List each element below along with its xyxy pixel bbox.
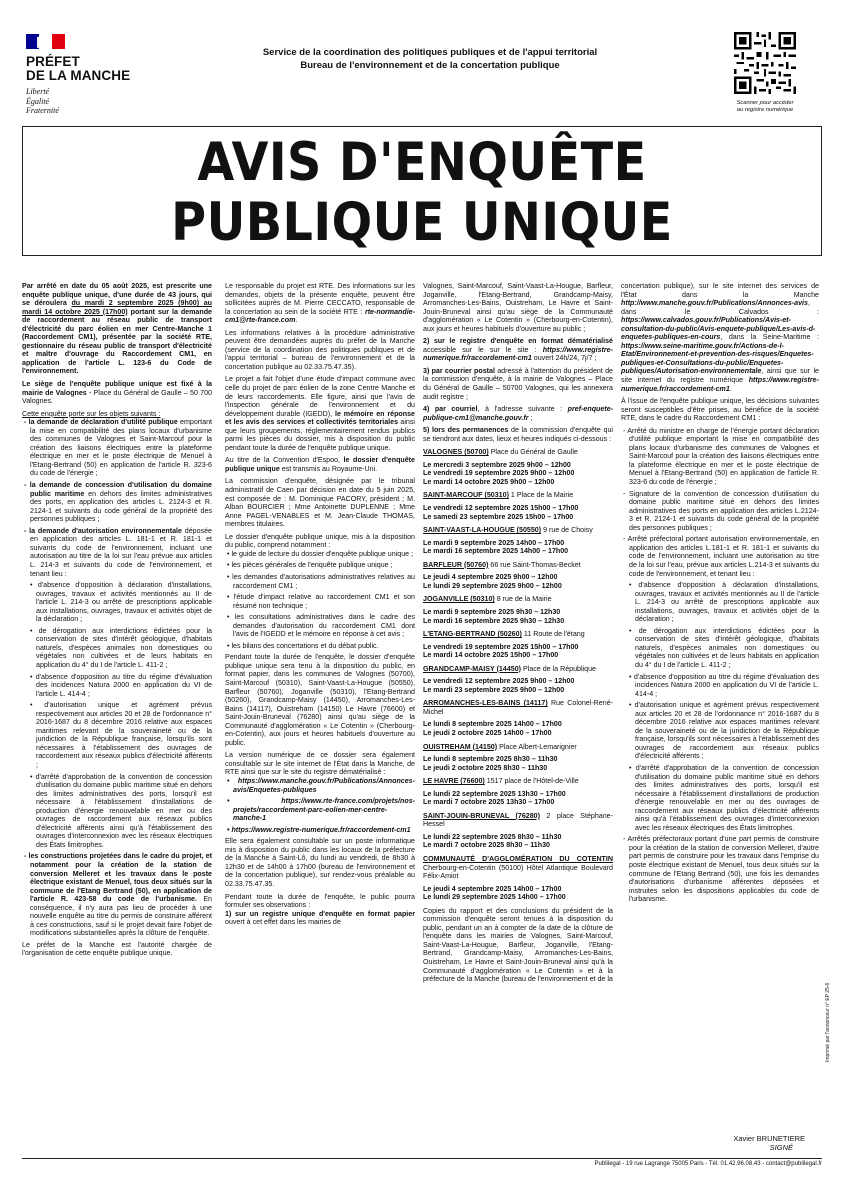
motto-liberte: Liberté — [26, 87, 50, 96]
decision-3-sub-4: • d'autorisation unique et agrément prévus respectivement aux articles 20 et 28 de l'ordonnance n° 2016-1687 du 8 décembre 2016 relative aux espaces maritimes relevant de la souveraineté ou de la juridiction de la République française, lorsqu'ils sont nécessaires à l'établissement des ouvrages de raccordement aux réseaux publics d'électricité afférents ; — [629, 701, 819, 761]
object-1-rest: emportant la mise en compatibilité des plans locaux d'urbanisme des communes de Valognes et Saint-Marcouf pour la création des liaisons électriques entre la plateforme électrique en mer et le poste électrique de Menuel à l'Etang-Bertrand (50) en application de l'article R. 323-6 du code de l'énergie ; — [30, 418, 212, 478]
permanence-slot: Le mardi 9 septembre 2025 9h30 – 12h30 — [423, 607, 561, 616]
object-2-rest: en dehors des limites administratives des ports, en application des articles L. 2124-3 et R. 2124-1 et suivants du code général de la propriété des personnes publiques ; — [30, 489, 212, 524]
dossier-item: • les pièces générales de l'enquête publique unique ; — [227, 561, 393, 570]
permanence-slot: Le vendredi 12 septembre 2025 15h00 – 17h00 — [423, 504, 579, 513]
intro-paragraph — [22, 282, 212, 376]
decision-2: - Signature de la convention de concession d'utilisation du domaine public maritime situé en dehors des limites administratives des ports en application des articles L.2124-3 et R. 2124-1 et suivants du code général de la propriété des personnes publiques ; — [623, 489, 819, 532]
manche-annonces-link[interactable]: http://www.manche.gouv.fr/Publications/Annonces-avis — [621, 299, 808, 308]
prefecture-email-link[interactable]: pref-enquete-publique-cm1@manche.gouv.fr — [423, 405, 613, 422]
dossier-item: • les consultations administratives dans le cadre des demandes d'autorisation du raccordement CM1 dont l'avis de l'IGEDD et le mémoire en réponse à cet avis ; — [227, 613, 415, 639]
observation-4 — [423, 405, 613, 422]
permanence-place: LE HAVRE (76600) — [423, 777, 485, 786]
permanence-slot: Le samedi 23 septembre 2025 15h00 – 17h00 — [423, 512, 574, 521]
permanence-slot: Le lundi 29 septembre 2025 14h00 – 17h00 — [423, 893, 566, 902]
permanence-address: Place de la République — [521, 664, 596, 673]
permanence-slot: Le vendredi 19 septembre 2025 15h00 – 17h00 — [423, 642, 579, 651]
permanence-address: 9 rue de Choisy — [541, 526, 593, 535]
permanence-slot: Le mardi 14 octobre 2025 9h00 – 12h00 — [423, 477, 555, 486]
vertical-print-mention: Imprimé par l'annonceur n° EP 25-6 — [825, 982, 831, 1062]
permanence-address: 11 Route de l'étang — [521, 630, 585, 639]
object-3-sub-4: • d'autorisation unique et agrément prévus respectivement aux articles 20 et 28 de l'ordonnance n° 2016-1687 du 8 décembre 2016 relative aux espaces maritimes relevant de la souveraineté ou de la juridiction de la République française, lorsqu'ils sont nécessaires à l'établissement des ouvrages de raccordement aux réseaux publics d'électricité afférents ; — [30, 701, 212, 769]
object-3-sub-2: • de dérogation aux interdictions édictées pour la conservation de sites d'intérêt géologique, d'habitats naturels, d'espèces animales non domestiques ou végétales non cultivées et de leurs habitats en application du 4° du I de l'article L. 411-2 ; — [30, 626, 212, 669]
signatory-name: Xavier BRUNETIERE — [733, 1134, 805, 1143]
permanence-place: COMMUNAUTÉ D'AGGLOMÉRATION DU COTENTIN — [423, 854, 613, 863]
observation-3-rest: adressé à l'attention du président de la commission d'enquête, à la mairie de Valognes – Place du Général de Gaulle – 50700 Valognes, qui les annexera audit registre ; — [423, 366, 613, 401]
siege-paragraph — [22, 380, 212, 406]
observation-4-bold: 4) par courriel — [423, 405, 478, 414]
permanence-place: BARFLEUR (50760) — [423, 560, 489, 569]
observation-1-rest: ouvert à cet effet dans les mairies de — [225, 918, 341, 927]
registre-link-2[interactable]: https://www.registre-numerique.fr/raccordement-cm1 — [621, 376, 819, 393]
permanence-slot: Le vendredi 19 septembre 2025 9h00 – 12h00 — [423, 469, 575, 478]
column-1 — [22, 282, 212, 962]
observation-5-rest: de la commission d'enquête qui se tiendront aux dates, lieux et heures indiqués ci-dessous : — [423, 426, 613, 443]
impact-study-paragraph — [225, 375, 415, 452]
paper-dossier-paragraph: Pendant toute la durée de l'enquête, le dossier d'enquête publique unique sera tenu à la disposition du public, en format papier, dans les communes de Valognes (50700), Saint-Marcouf (50310), Saint-Vaast-La-Hougue (50550), Barfleur (50760), Joganville (50310), l'Etang-Bertrand (50260), Grandcamp-Maisy (14450), Arromanches-Les-Bains (14117), Ouistreham (14150) Le Havre (76600) et Saint-Jouin-Bruneval (76280) ainsi qu'au siège de la Communauté d'agglomération « Le Cotentin » (Cherbourg-en-Cotentin), aux jours et heures habituels d'ouverture au public. — [225, 653, 415, 747]
responsable-paragraph — [225, 282, 415, 325]
responsable-end: . — [295, 316, 298, 325]
siege-bold: Le siège de l'enquête publique unique est fixé à la mairie de Valognes — [22, 380, 212, 397]
permanence-slot: Le mardi 16 septembre 2025 14h00 – 17h00 — [423, 547, 569, 556]
permanence-location — [423, 665, 613, 674]
permanence-slot: Le lundi 22 septembre 2025 13h30 – 17h00 — [423, 789, 566, 798]
footer-publisher: Publilegal - 19 rue Lagrange 75005 Paris - Tél. 01.42.96.08.43 - contact@publilegal.fr — [594, 1161, 822, 1167]
observation-3 — [423, 367, 613, 401]
permanence-slot: Le mardi 16 septembre 2025 9h30 – 12h30 — [423, 616, 565, 625]
permanence-slot: Le mardi 14 octobre 2025 15h00 – 17h00 — [423, 651, 559, 660]
permanence-slot: Le jeudi 2 octobre 2025 14h00 – 17h00 — [423, 728, 552, 737]
decisions-intro: À l'issue de l'enquête publique unique, les décisions suivantes seront susceptibles d'être prises, au bénéfice de la société RTE, dans le cadre du Raccordement CM1 : — [621, 397, 819, 423]
permanence-location — [423, 491, 613, 500]
object-3-sub-5: • d'arrêté d'approbation de la convention de concession d'utilisation du domaine public maritime situé en dehors des limites administratives des ports, lorsqu'il est nécessaire à l'établissement d'installations de production d'énergie renouvelable en mer ou des ouvrages de raccordement aux réseaux publics d'électricité afférents ainsi qu'à l'établissement des ouvrages d'interconnexion avec les réseaux électriques des États limitrophes. — [30, 772, 212, 849]
permanence-place: ARROMANCHES-LES-BAINS (14117) — [423, 699, 548, 708]
observations-intro: Pendant toute la durée de l'enquête, le public pourra formuler ses observations : — [225, 892, 415, 910]
intro-text-a: Par arrêté en date du 05 août 2025, est prescrite une enquête publique unique, d'une durée de 43 jours, qui se déroulera — [22, 282, 212, 308]
intro-dates: du mardi 2 septembre 2025 (9h00) au mardi 14 octobre 2025 (17h00) — [22, 299, 212, 316]
decision-4: - Arrêtés préfectoraux portant d'une part permis de construire pour la création de la station de conversion Melleret, d'autre part permis de construire pour les travaux dans l'emprise du poste électrique existant de Menuel, tous deux situés sur la commune de l'Etang Bertrand (50), une fois les demandes d'autorisations d'urbanisme afférentes déposées et instruites selon les dispositions applicables du code de l'urbanisme. — [623, 835, 819, 904]
permanence-place: SAINT-VAAST-LA-HOUGUE (50550) — [423, 526, 542, 535]
permanence-slot: Le lundi 8 septembre 2025 8h30 – 11h30 — [423, 755, 558, 764]
dossier-item: • les bilans des concertations et du débat public. — [227, 641, 379, 650]
permanence-place: SAINT-JOUIN-BRUNEVAL (76280) — [423, 811, 540, 820]
object-4-bold: - les constructions projetées dans le cadre du projet, et notamment pour la création de la station de conversion Melleret et les travaux dans le poste électrique existant de Menuel, tous deux situés sur la commune de l'Etang Bertrand (50), en application de l'article R. 423-58 du code de l'urbanisme. — [24, 852, 212, 904]
permanence-slot: Le mardi 23 septembre 2025 9h00 – 12h00 — [423, 685, 565, 694]
impact-text-a: Le projet a fait l'objet d'une étude d'impact commune avec celle du projet de parc éolien de la zone Centre Manche et de leurs raccordements. Elle figure, ainsi que l'avis de l'inspection générale de l'environnement et du développement durable (IGEDD), — [225, 375, 415, 418]
qr-code-icon[interactable] — [734, 32, 796, 94]
report-sites-paragraph — [621, 282, 819, 393]
procedure-info: Les informations relatives à la procédure administrative peuvent être demandées auprès du préfet de la Manche (service de la coordination des politiques publiques et de l'appui territorial – bureau de l'environnement et de la concertation publique au 02.33.75.47.35). — [225, 328, 415, 371]
sites-text-a: concertation publique), sur le site internet des services de l'État dans la Manche — [621, 282, 819, 299]
object-4-rest: En conséquence, il n'y aura pas lieu de procéder à une nouvelle enquête au titre du permis de construire afférent à ces constructions, sauf si le projet devait faire l'objet de modifications substantielles après la clôture de l'enquête. — [30, 895, 212, 938]
decision-3-sub-2: • de dérogation aux interdictions édictées pour la conservation de sites d'intérêt géologique, d'habitats naturels, d'espèces animales non domestiques ou végétales non cultivées et de leurs habitats en application du 4° du I de l'article L. 411-2 ; — [629, 626, 819, 669]
notice-title — [63, 133, 781, 253]
permanence-location — [423, 855, 613, 881]
title-line-1: AVIS D'ENQUÊTE — [197, 132, 647, 193]
observation-5-bold: 5) lors des permanences — [423, 426, 509, 435]
permanence-location — [423, 595, 613, 604]
sites-text-b: , dans le Calvados : — [621, 299, 819, 316]
permanence-slot: Le mercredi 3 septembre 2025 9h00 – 12h00 — [423, 460, 571, 469]
object-3-sub-1: • d'absence d'opposition à déclaration d'installations, ouvrages, travaux et activités mentionnés au II de l'article L. 214-3 ou arrêté de prescriptions applicable aux installations, ouvrages, travaux et activités objet de la déclaration ; — [30, 581, 212, 624]
observation-4-text-b: ; — [528, 413, 533, 422]
permanence-address: 8 rue de la Mairie — [494, 595, 552, 604]
prefecture-name — [26, 55, 130, 83]
permanence-slot: Le mardi 9 septembre 2025 14h00 – 17h00 — [423, 538, 565, 547]
service-header — [160, 46, 700, 72]
qr-caption-line-2: au registre numérique — [736, 107, 794, 113]
rte-project-link[interactable]: • https://www.rte-france.com/projets/nos-projets/raccordement-parc-eolien-mer-centre-manche-1 — [227, 797, 415, 823]
permanence-location — [423, 743, 613, 752]
permanences-list — [423, 448, 613, 901]
permanence-place: VALOGNES (50700) — [423, 448, 489, 457]
permanence-place: OUISTREHAM (14150) — [423, 742, 498, 751]
observation-4-text-a: , à l'adresse suivante : — [477, 405, 568, 414]
observation-3-bold: 3) par courrier postal — [423, 366, 495, 375]
report-availability: Copies du rapport et des conclusions du président de la commission d'enquête seront tenues à la disposition du public, pendant un an à compter de la date de la clôture de l'enquête dans les mairies de Valognes, Saint-Marcouf, Saint-Vaast-La-Hougue, Barfleur, Joganville, l'Etang-Bertrand, Grandcamp-Maisy, Arromanches-Les-Bains, Ouistreham, Le Havre et Saint-Jouin-Bruneval ainsi qu'à la Communauté d'agglomération « Le Cotentin » et à la préfecture de la Manche (bureau de l'environnement et de la — [423, 906, 613, 984]
motto-egalite: Égalité — [26, 96, 50, 106]
digital-dossier-paragraph: La version numérique de ce dossier sera également consultable sur le site internet de l'État dans la Manche, de RTE ainsi que sur le site du registre dématérialisé : — [225, 751, 415, 777]
prefet-authority: Le préfet de la Manche est l'autorité chargée de l'organisation de cette enquête publique unique. — [22, 940, 212, 958]
permanence-slot: Le vendredi 12 septembre 2025 9h00 – 12h00 — [423, 677, 575, 686]
decision-3-sub-1: • d'absence d'opposition à déclaration d'installations, ouvrages, travaux et activités mentionnés au II de l'article L. 214-3 ou arrêté de prescriptions applicable aux installations, ouvrages, travaux et activités objet de la déclaration ; — [629, 581, 819, 624]
permanence-address: 1517 place de l'Hôtel-de-Ville — [484, 777, 579, 786]
permanence-location — [423, 699, 613, 716]
signature-block — [621, 1134, 819, 1152]
decision-3-sub-5: • d'arrêté d'approbation de la convention de concession d'utilisation du domaine public maritime situé en dehors des limites administratives des ports, lorsqu'il est nécessaire à l'établissement d'installations de production d'énergie renouvelable en mer ou des ouvrages de raccordement aux réseaux publics d'électricité afférents ainsi qu'à l'établissement des ouvrages d'interconnexion avec les réseaux électriques des États limitrophes. — [629, 763, 819, 832]
marianne-flag-icon — [26, 34, 65, 49]
footer — [22, 1158, 822, 1167]
prefecture-line-1: PRÉFET — [26, 54, 80, 69]
permanence-location — [423, 630, 613, 639]
permanence-slot: Le lundi 29 septembre 2025 9h00 – 12h00 — [423, 581, 562, 590]
observation-2 — [423, 337, 613, 363]
observation-2-text-b: ouvert 24h/24, 7j/7 ; — [531, 354, 597, 363]
permanence-place: SAINT-MARCOUF (50310) — [423, 491, 509, 500]
qr-caption-line-1: Scanner pour accéder — [736, 100, 794, 106]
decision-1: - Arrêté du ministre en charge de l'énergie portant déclaration d'utilité publique emportant la mise en compatibilité des plans locaux d'urbanisme des communes de Valognes et Saint-Marcouf pour la création des liaisons électriques entre la plateforme électrique en mer et le poste électrique de Menuel à l'Etang-Bertrand (50) en application de l'article R. 323-6 du code de l'énergie ; — [623, 426, 819, 487]
permanence-location — [423, 561, 613, 570]
sites-text-e: . — [729, 384, 732, 393]
dossier-intro: Le dossier d'enquête publique unique, mis à la disposition du public, comprend notamment : — [225, 532, 415, 550]
calvados-link[interactable]: https://www.calvados.gouv.fr/Publications/Avis-et-consultation-du-public/Avis-enquete-publique/Les-avis-d-enquetes-publiques-en-cours — [621, 316, 816, 342]
permanence-address: 1 Place de la Mairie — [508, 491, 574, 500]
permanence-address: Cherbourg-en-Cotentin (50100) Hôtel Atlantique Boulevard Félix-Amiot — [423, 863, 613, 881]
object-2-bold: - la demande de concession d'utilisation du domaine public maritime — [24, 481, 212, 498]
column-2 — [225, 282, 415, 931]
object-1 — [22, 418, 212, 478]
service-line-1: Service de la coordination des politiques publiques et de l'appui territorial — [262, 47, 598, 58]
object-3 — [22, 527, 212, 578]
dossier-item: • l'étude d'impact relative au raccordement CM1 et son résumé non technique ; — [227, 593, 415, 610]
registre-numerique-link[interactable]: • https://www.registre-numerique.fr/raccordement-cm1 — [227, 825, 411, 834]
permanence-address: Place Albert-Lemarignier — [497, 742, 577, 751]
permanence-slot: Le mardi 7 octobre 2025 8h30 – 11h30 — [423, 841, 550, 850]
permanence-slot: Le mardi 7 octobre 2025 13h30 – 17h00 — [423, 798, 555, 807]
permanence-location — [423, 812, 613, 829]
permanence-address: 66 rue Saint-Thomas-Becket — [488, 560, 581, 569]
decision-3-sub-3: • d'absence d'opposition au titre du régime d'évaluation des incidences Natura 2000 en application du VI de l'article L. 414-4 ; — [629, 672, 819, 698]
observation-1 — [225, 910, 415, 927]
column-3 — [423, 282, 613, 988]
espoo-paragraph — [225, 456, 415, 473]
observation-5 — [423, 426, 613, 443]
permanence-slot: Le jeudi 4 septembre 2025 14h00 – 17h00 — [423, 884, 562, 893]
service-line-2: Bureau de l'environnement et de la concertation publique — [300, 60, 560, 71]
permanence-place: GRANDCAMP-MAISY (14450) — [423, 664, 522, 673]
permanence-slot: Le lundi 22 septembre 2025 8h30 – 11h30 — [423, 832, 562, 841]
rte-email-link[interactable]: rte-normandie-cm1@rte-france.com — [225, 307, 415, 325]
permanence-place: L'ETANG-BERTRAND (50260) — [423, 630, 522, 639]
permanence-address: Rue Colonel-René-Michel — [423, 699, 613, 716]
seine-maritime-link[interactable]: https://www.seine-maritime.gouv.fr/Actions-de-l-Etat/Environnement-et-prevention-des-risques/Enquetes-publiques-et-Consultations-du-public/Enquetes-publiques/Autorisation-environnementale — [621, 341, 814, 376]
permanence-slot: Le jeudi 2 octobre 2025 8h30 – 11h30 — [423, 763, 548, 772]
observation-2-text-a: accessible sur le sur le site : — [423, 345, 543, 354]
intro-text-b: portant sur la demande de raccordement au réseau public de transport d'électricité du parc éolien en mer Centre-Manche 1 (Raccordement CM1), présentée par la société RTE, gestionnaire du réseau public de transport d'électricité et maître d'ouvrage du Raccordement CM1, en application de l'article L. 123-6 du Code de l'environnement. — [22, 307, 212, 376]
permanence-slot: Le lundi 8 septembre 2025 14h00 – 17h00 — [423, 720, 562, 729]
computer-access-paragraph: Elle sera également consultable sur un poste informatique mis à disposition du public dans les locaux de la préfecture de la Manche à Saint-Lô, du lundi au vendredi, de 8h30 à 12h30 et de 14h00 à 17h00 (bureau de l'environnement et de la concertation publique), sur rendez-vous préalable au 02.33.75.47.35. — [225, 837, 415, 888]
permanence-slot: Le jeudi 4 septembre 2025 9h00 – 12h00 — [423, 573, 558, 582]
object-1-bold: - la demande de déclaration d'utilité publique — [24, 418, 178, 427]
permanence-address: Place du Général de Gaulle — [488, 448, 578, 457]
sites-text-c: , dans la Seine-Maritime : — [720, 333, 819, 342]
object-3-sub-3: • d'absence d'opposition au titre du régime d'évaluation des incidences Natura 2000 en application du VI de l'article L. 414-4 ; — [30, 672, 212, 698]
signed-mention: SIGNÉ — [769, 1143, 793, 1152]
column-4 — [621, 282, 819, 907]
permanence-location — [423, 777, 613, 786]
object-4 — [22, 852, 212, 937]
title-box — [22, 126, 822, 256]
objects-heading: Cette enquête porte sur les objets suivants : — [22, 409, 161, 418]
permanence-place: JOGANVILLE (50310) — [423, 595, 495, 604]
observation-1-bold: 1) sur un registre unique d'enquête en format papier — [225, 909, 415, 918]
object-3-rest: déposée en application des articles L. 181-1 et R. 181-1 et suivants du code de l'environnement, incluant une autorisation au titre de la loi sur l'eau prévue aux articles L. 214-3 et suivants du code de l'environnement, et tenant lieu : — [30, 526, 212, 578]
observation-2-bold: 2) sur le registre d'enquête en format dématérialisé — [423, 337, 613, 346]
dossier-item: • les demandes d'autorisations administratives relatives au raccordement CM1 ; — [227, 572, 415, 590]
permanence-location — [423, 448, 613, 457]
motto-fraternite: Fraternité — [26, 106, 59, 115]
espoo-text-a: Au titre de la Convention d'Espoo, — [225, 456, 344, 465]
registre-link[interactable]: https://www.registre-numerique.fr/raccordement-cm1 — [423, 345, 613, 363]
mairies-list: Valognes, Saint-Marcouf, Saint-Vaast-La-Hougue, Barfleur, Joganville, l'Etang-Bertrand, Grandcamp-Maisy, Arromanches-Les-Bains, Ouistreham, Le Havre et Saint-Jouin-Bruneval ainsi qu'au siège de la Communauté d'agglomération « Le Cotentin » (Cherbourg-en-Cotentin), aux jours et heures habituels d'ouverture au public ; — [423, 282, 613, 333]
impact-text-b: ainsi que leurs groupements, réglementairement rendus publics parmi les pièces du dossier, mis à disposition du public pendant toute la durée de l'enquête publique unique. — [225, 418, 415, 452]
permanence-address: 2 place Stéphane-Hessel — [423, 811, 613, 829]
object-3-bold: - la demande d'autorisation environnementale — [24, 526, 182, 535]
decision-3: - Arrêté préfectoral portant autorisation environnementale, en application des articles L.181-1 et R. 181-1 et suivants du code de l'environnement, incluant une autorisation au titre de la loi sur l'eau, prévue aux articles L.214-3 et suivants du code de l'environnement, et tenant lieu : — [623, 535, 819, 578]
qr-caption — [720, 100, 810, 114]
impact-bold: le mémoire en réponse et les avis des services et collectivités territoriales — [225, 409, 415, 427]
prefecture-line-2: DE LA MANCHE — [26, 68, 131, 83]
siege-rest: - Place du Général de Gaulle – 50 700 Valognes. — [22, 388, 212, 406]
republic-motto — [26, 87, 59, 116]
object-2 — [22, 481, 212, 524]
sites-text-d: , ainsi que sur le site internet du registre numérique — [621, 367, 819, 385]
manche-gouv-link[interactable]: • https://www.manche.gouv.fr/Publications/Annonces-avis/Enquetes-publiques — [227, 776, 415, 794]
permanence-location — [423, 526, 613, 535]
commission-paragraph: La commission d'enquête, désignée par le tribunal administratif de Caen par décision en date du 5 juin 2025, est composée de : M. Dominique PACORY, président ; M. Alban BOURCIER ; Mme Antoinette DUPLENNE ; Mme Anne PAGEL-VENABLES et M. Jean-Claude THOMAS, membres titulaires. — [225, 477, 415, 529]
espoo-text-b: est transmis au Royaume-Uni. — [279, 464, 378, 473]
responsable-text: Le responsable du projet est RTE. Des informations sur les demandes, objets de la présente enquête, peuvent être sollicitées auprès de M. Pierre CECCATO, responsable de la concertation au sein de la société RTE : — [225, 282, 415, 316]
dossier-item: • le guide de lecture du dossier d'enquête publique unique ; — [227, 549, 414, 558]
espoo-bold: le dossier d'enquête publique unique — [225, 456, 415, 473]
title-line-2: PUBLIQUE UNIQUE — [171, 192, 673, 253]
